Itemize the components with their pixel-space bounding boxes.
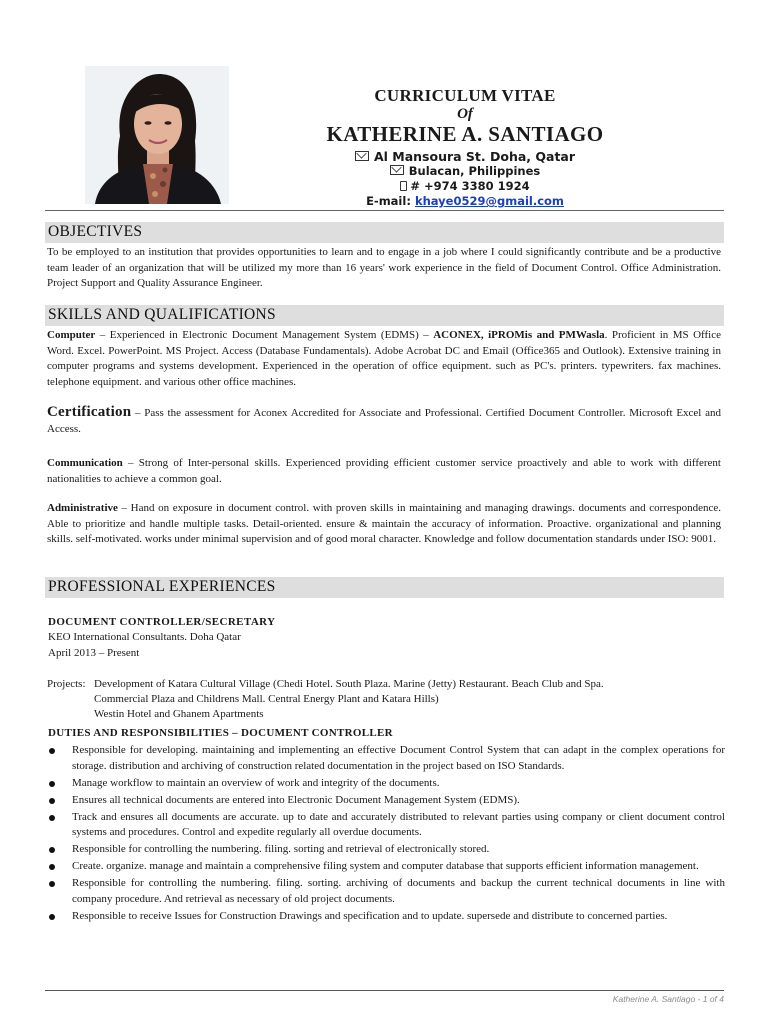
profile-photo (85, 66, 229, 204)
email-label: E-mail: (366, 194, 411, 208)
bullet-icon (49, 815, 55, 821)
envelope-icon (355, 151, 369, 161)
job-company: KEO International Consultants. Doha Qatar (48, 631, 241, 643)
envelope-icon (390, 165, 404, 175)
duties-heading: DUTIES AND RESPONSIBILITIES – DOCUMENT CONTROLLER (48, 727, 393, 739)
skill-communication: Communication – Strong of Inter-personal skills. Experienced providing efficient customer service proactively and able to work with different nationalities to achieve a common goal. (47, 457, 721, 485)
bullet-icon (49, 881, 55, 887)
footer-divider (45, 990, 724, 991)
bullet-icon (49, 781, 55, 787)
objectives-heading: OBJECTIVES (45, 222, 724, 243)
list-item: Ensures all technical documents are entered into Electronic Document Management System (EDMS). (45, 793, 725, 809)
cv-title: CURRICULUM VITAE (374, 86, 556, 105)
job-dates: April 2013 – Present (48, 647, 140, 659)
projects-line-3: Westin Hotel and Ghanem Apartments (94, 708, 264, 720)
cv-of-label: Of (457, 106, 473, 122)
portrait-image (85, 66, 229, 204)
address-line-2: Bulacan, Philippines (250, 164, 680, 178)
list-item: Manage workflow to maintain an overview of work and integrity of the documents. (45, 776, 725, 792)
list-item: Responsible for developing. maintaining and implementing an effective Document Control System that can adapt in the complex operations for storage. distribution and archiving of construction related documentation in the project based on ISO Standards. (45, 743, 725, 774)
projects-line-2: Commercial Plaza and Childrens Mall. Central Energy Plant and Katara Hills) (94, 693, 439, 705)
list-item: Track and ensures all documents are accurate. up to date and accurately distributed to relevant parties using company or client document control systems and procedures. Control and expedite regularly all overdue documents. (45, 810, 725, 841)
experience-heading: PROFESSIONAL EXPERIENCES (45, 577, 724, 598)
email-line (250, 194, 680, 208)
skill-administrative: Administrative – Hand on exposure in document control. with proven skills in maintaining and managing drawings. documents and correspondence. Able to prioritize and handle multiple tasks. Detail-oriented. ensure & maintain the accuracy of information. Proactive. organizational and planning skills. self-motivated. works under minimal supervision and of good moral character. Knowledge and follow documentation standards under ISO: 9001. (47, 502, 721, 545)
duties-list (45, 743, 725, 926)
objectives-text: To be employed to an institution that provides opportunities to learn and to engage in a job where I could significantly contribute and be a productive team leader of an organization that will be utilized my more than 16 years' work experience in the field of Document Control. Office Administration. Project Support and Quality Assurance Engineer. (47, 246, 721, 289)
list-item: Responsible to receive Issues for Construction Drawings and specification and to update. supersede and distribute to concerned parties. (45, 909, 725, 925)
mobile-phone-icon (400, 181, 407, 191)
page-footer: Katherine A. Santiago - 1 of 4 (612, 994, 724, 1004)
bullet-icon (49, 914, 55, 920)
bullet-icon (49, 798, 55, 804)
projects-line-1: Development of Katara Cultural Village (Chedi Hotel. South Plaza. Marine (Jetty) Restaurant. Beach Club and Spa. (94, 678, 604, 690)
bullet-icon (49, 748, 55, 754)
bullet-icon (49, 864, 55, 870)
list-item: Responsible for controlling the numbering. filing. sorting. archiving of documents and backup the current technical documents in line with company procedure. And retrieval as necessary of old project documents. (45, 876, 725, 907)
skill-computer: Computer – Experienced in Electronic Document Management System (EDMS) – ACONEX, iPROMis and PMWasla. Proficient in MS Office Word. Excel. PowerPoint. MS Project. Access (Database Fundamentals). Adobe Acrobat DC and Email (Office365 and Outlook). Extensive training in computer programs and systems development. Experienced in the operation of office equipment. such as PC's. printers. typewriters. fax machines. telephone equipment. and various other office machines. (47, 329, 721, 388)
skills-heading: SKILLS AND QUALIFICATIONS (45, 305, 724, 326)
skill-certification: Certification – Pass the assessment for Aconex Accredited for Associate and Professional. Certified Document Controller. Microsoft Excel and Access. (47, 404, 721, 435)
phone-line: # +974 3380 1924 (250, 179, 680, 193)
candidate-name: KATHERINE A. SANTIAGO (326, 122, 604, 146)
list-item: Create. organize. manage and maintain a comprehensive filing system and computer database that supports efficient information management. (45, 859, 725, 875)
email-link[interactable]: khaye0529@gmail.com (414, 194, 564, 208)
projects-label: Projects: (47, 678, 86, 690)
bullet-icon (49, 847, 55, 853)
list-item: Responsible for controlling the numbering. filing. sorting and retrieval of electronically stored. (45, 842, 725, 858)
job-title: DOCUMENT CONTROLLER/SECRETARY (48, 616, 276, 628)
address-line-1: Al Mansoura St. Doha, Qatar (250, 149, 680, 164)
header-divider (45, 210, 724, 211)
